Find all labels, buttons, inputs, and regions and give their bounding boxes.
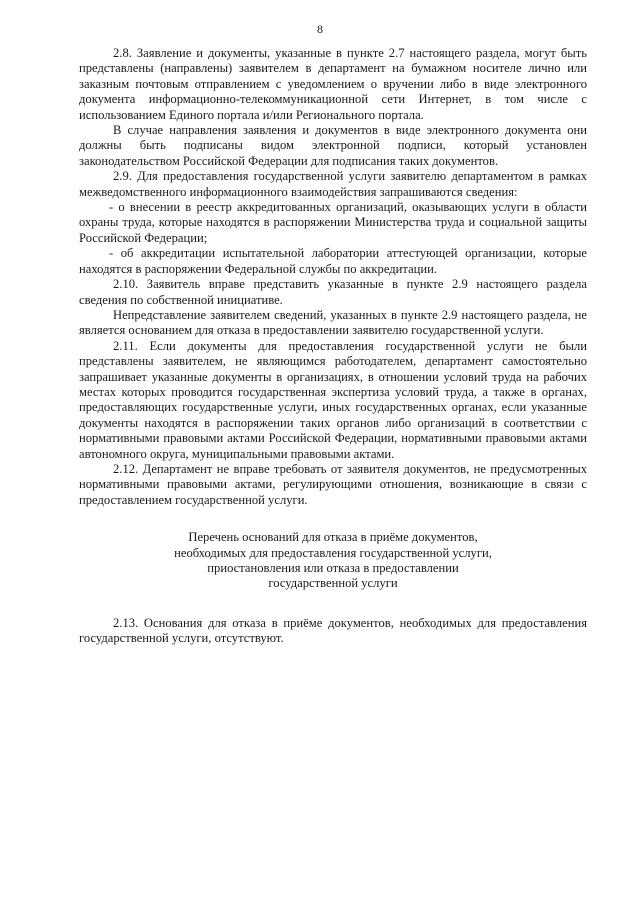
paragraph-2-11: 2.11. Если документы для предоставления государственной услуги не были представлены заявителем, не являющимся работодателем, департамент самостоятельно запрашивает указанные документы в организациях, в отношении условий труда на рабочих местах которых проводится государственная экспертиза условий труда, а также в органах, предоставляющих государственные услуги, иных государственных органах, если указанные документы находятся в распоряжении таких органов либо организаций в соответствии с нормативными правовыми актами Российской Федерации, нормативными правовыми актами автономного округа, муниципальными правовыми актами. bbox=[79, 338, 587, 461]
list-item-accreditation: - об аккредитации испытательной лаборатории аттестующей организации, которые находятся в распоряжении Федеральной службы по аккредитации. bbox=[79, 246, 587, 276]
document-body bbox=[79, 46, 587, 647]
section-heading-line: государственной услуги bbox=[268, 576, 398, 591]
section-heading-line: необходимых для предоставления государственной услуги, bbox=[174, 545, 492, 560]
page-number: 8 bbox=[317, 22, 323, 36]
paragraph-electronic-signature: В случае направления заявления и документов в виде электронного документа они должны быть подписаны видом электронной подписи, который установлен законодательством Российской Федерации для подписания таких документов. bbox=[79, 123, 587, 168]
paragraph-2-8: 2.8. Заявление и документы, указанные в пункте 2.7 настоящего раздела, могут быть представлены (направлены) заявителем в департамент на бумажном носителе лично или заказным почтовым отправлением с уведомлением о вручении либо в виде электронного документа информационно-телекоммуникационной сети Интернет, в том числе с использованием Единого портала и/или Регионального портала. bbox=[79, 46, 587, 122]
list-item-registry: - о внесении в реестр аккредитованных организаций, оказывающих услуги в области охраны труда, которые находятся в распоряжении Министерства труда и социальной защиты Российской Федерации; bbox=[79, 200, 587, 245]
paragraph-non-submission: Непредставление заявителем сведений, указанных в пункте 2.9 настоящего раздела, не является основанием для отказа в предоставлении заявителю государственной услуги. bbox=[79, 307, 587, 338]
paragraph-2-9: 2.9. Для предоставления государственной услуги заявителю департаментом в рамках межведомственного информационного взаимодействия запрашиваются сведения: bbox=[79, 169, 587, 199]
section-heading-line: Перечень оснований для отказа в приёме документов, bbox=[188, 530, 478, 545]
section-heading bbox=[79, 530, 587, 592]
paragraph-2-12: 2.12. Департамент не вправе требовать от заявителя документов, не предусмотренных нормативными правовыми актами, регулирующими отношения, возникающие в связи с предоставлением государственной услуги. bbox=[79, 461, 587, 507]
paragraph-2-13: 2.13. Основания для отказа в приёме документов, необходимых для предоставления государственной услуги, отсутствуют. bbox=[79, 615, 587, 646]
paragraph-2-10: 2.10. Заявитель вправе представить указанные в пункте 2.9 настоящего раздела сведения по собственной инициативе. bbox=[79, 277, 587, 307]
section-heading-line: приостановления или отказа в предоставлении bbox=[207, 561, 459, 575]
